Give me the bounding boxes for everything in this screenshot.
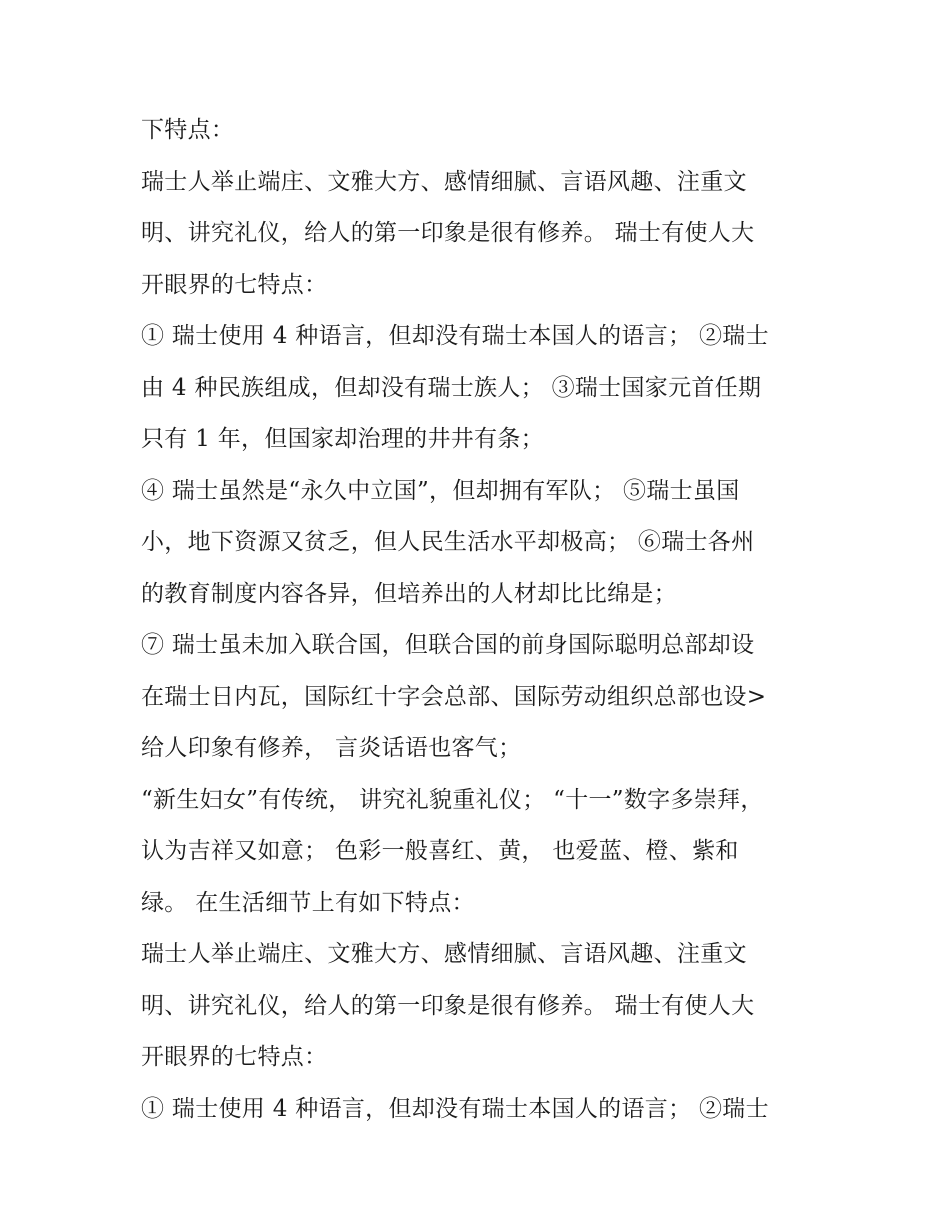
text-line: 瑞士人举止端庄、文雅大方、感情细腻、言语风趣、注重文 bbox=[141, 168, 747, 195]
text-line: 开眼界的七特点： bbox=[141, 1044, 328, 1070]
text-line: 给人印象有修养， 言炎话语也客气； bbox=[141, 735, 522, 761]
text-line: 认为吉祥又如意； 色彩一般喜红、黄， 也爱蓝、橙、紫和 bbox=[141, 838, 739, 864]
text-line: 下特点： bbox=[141, 117, 235, 143]
text-line: “新生妇女”有传统， 讲究礼貌重礼仪； “十一”数字多崇拜， bbox=[141, 786, 764, 813]
text-line: ④ 瑞士虽然是“永久中立国”，但却拥有军队； ⑤瑞士虽国 bbox=[141, 477, 740, 504]
text-line: 小，地下资源又贫乏，但人民生活水平却极高； ⑥瑞士各州 bbox=[141, 529, 755, 555]
text-line: 只有 1 年，但国家却治理的井井有条； bbox=[141, 426, 544, 452]
body-text bbox=[141, 105, 811, 1135]
text-line: 开眼界的七特点： bbox=[141, 271, 328, 298]
text-line: ⑦ 瑞士虽未加入联合国，但联合国的前身国际聪明总部却设 bbox=[141, 632, 755, 658]
text-line: 明、讲究礼仪，给人的第一印象是很有修养。 瑞士有使人大 bbox=[141, 992, 755, 1019]
text-line: 在瑞士日内瓦，国际红十字会总部、国际劳动组织总部也设> bbox=[141, 683, 767, 710]
text-line: 的教育制度内容各异，但培养出的人材却比比绵是； bbox=[141, 580, 677, 607]
text-line: 瑞士人举止端庄、文雅大方、感情细腻、言语风趣、注重文 bbox=[141, 941, 747, 967]
text-line: 绿。 在生活细节上有如下特点： bbox=[141, 889, 475, 916]
text-line: ① 瑞士使用 4 种语言，但却没有瑞士本国人的语言； ②瑞士 bbox=[141, 323, 769, 349]
text-line: 由 4 种民族组成，但却没有瑞士族人； ③瑞士国家元首任期 bbox=[141, 374, 762, 401]
text-line: 明、讲究礼仪，给人的第一印象是很有修养。 瑞士有使人大 bbox=[141, 220, 755, 246]
text-line: ① 瑞士使用 4 种语言，但却没有瑞士本国人的语言； ②瑞士 bbox=[141, 1095, 769, 1122]
